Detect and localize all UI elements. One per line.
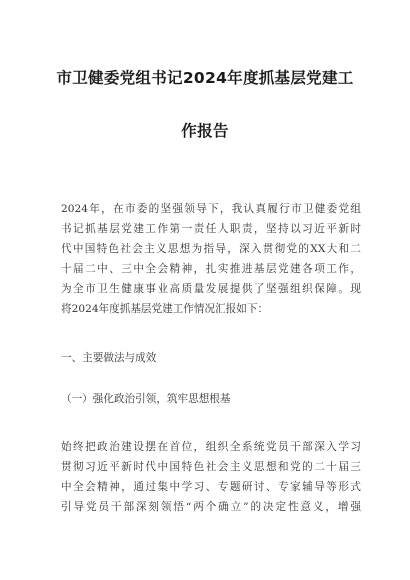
section-heading: 一、主要做法与成效: [61, 352, 157, 364]
intro-line-5: 为全市卫生健康事业高质量发展提供了坚强组织保障。现: [61, 283, 361, 295]
intro-line-2: 书记抓基层党建工作第一责任人职责，坚持以习近平新时: [61, 223, 361, 235]
body-line-4: 引导党员干部深刻领悟“两个确立”的决定性意义，增强: [61, 501, 361, 513]
intro-line-6: 将2024年度抓基层党建工作情况汇报如下：: [61, 303, 269, 315]
body-line-3: 中全会精神，通过集中学习、专题研讨、专家辅导等形式: [61, 481, 361, 493]
subsection-heading: （一）强化政治引领，筑牢思想根基: [61, 393, 231, 405]
intro-line-4: 十届二中、三中全会精神，扎实推进基层党建各项工作，: [61, 263, 361, 275]
document-title-line-1: 市卫健委党组书记2024年度抓基层党建工: [56, 69, 354, 87]
document-title-line-2: 作报告: [181, 122, 229, 140]
body-paragraph: [61, 437, 361, 517]
intro-paragraph: [61, 199, 361, 319]
body-line-1: 始终把政治建设摆在首位，组织全系统党员干部深入学习: [61, 441, 361, 453]
intro-line-3: 代中国特色社会主义思想为指导，深入贯彻党的XX大和二: [61, 243, 361, 255]
intro-line-1: 2024年，在市委的坚强领导下，我认真履行市卫健委党组: [61, 203, 361, 215]
body-line-2: 贯彻习近平新时代中国特色社会主义思想和党的二十届三: [61, 461, 361, 473]
